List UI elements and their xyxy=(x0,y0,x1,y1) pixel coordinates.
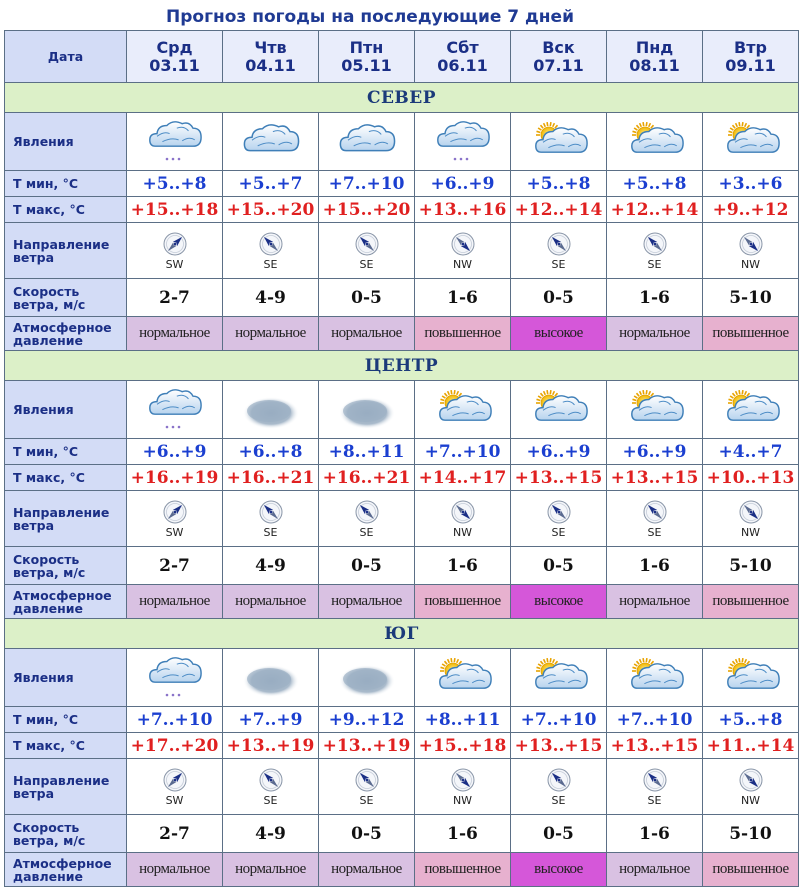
phenomena-row xyxy=(5,113,799,171)
weather-icon-cell xyxy=(223,381,319,439)
partly-cloudy-icon xyxy=(511,387,606,433)
page-title: Прогноз погоды на последующие 7 дней xyxy=(166,7,574,27)
tmin-label xyxy=(5,171,127,197)
tmin-value: +8..+11 xyxy=(319,439,415,465)
wind-speed-value: 1-6 xyxy=(607,815,703,853)
tmax-value: +15..+18 xyxy=(415,733,511,759)
tmin-value: +7..+10 xyxy=(127,707,223,733)
tmin-value: +7..+10 xyxy=(511,707,607,733)
wind-direction-value: SE xyxy=(647,525,662,539)
forecast-table xyxy=(4,30,799,887)
wind-direction-label-text: Направление xyxy=(13,504,110,520)
wind-compass-icon xyxy=(511,499,606,525)
tmin-value: +5..+8 xyxy=(511,171,607,197)
wind-direction-value: SE xyxy=(359,525,374,539)
wind-speed-value: 0-5 xyxy=(511,815,607,853)
cloudy-icon xyxy=(319,119,414,165)
wind-compass-icon xyxy=(223,767,318,793)
pressure-label-text-2: давление xyxy=(13,332,83,348)
tmax-value: +10..+13 xyxy=(703,465,799,491)
phenomena-row xyxy=(5,649,799,707)
tmin-label-text: Т мин, °С xyxy=(13,444,79,459)
wind-direction-cell xyxy=(703,223,799,279)
day-weekday: Вск xyxy=(542,37,575,57)
pressure-row xyxy=(5,853,799,887)
overcast-icon xyxy=(223,387,318,433)
wind-direction-value: NW xyxy=(740,257,761,271)
wind-compass-icon xyxy=(319,231,414,257)
tmin-value: +7..+9 xyxy=(223,707,319,733)
wind-direction-row xyxy=(5,223,799,279)
pressure-value: нормальное xyxy=(319,853,415,887)
wind-direction-label-text-2: ветра xyxy=(13,517,55,533)
wind-direction-cell xyxy=(223,491,319,547)
wind-direction-label xyxy=(5,223,127,279)
wind-direction-row xyxy=(5,759,799,815)
wind-speed-value: 5-10 xyxy=(703,547,799,585)
region-title xyxy=(5,619,799,649)
wind-direction-label-text: Направление xyxy=(13,236,110,252)
wind-direction-value: NW xyxy=(452,793,473,807)
wind-speed-value: 0-5 xyxy=(511,547,607,585)
pressure-value: повышенное xyxy=(415,585,511,619)
wind-compass-icon xyxy=(703,499,798,525)
wind-direction-cell xyxy=(607,223,703,279)
tmax-row xyxy=(5,197,799,223)
wind-direction-value: NW xyxy=(452,525,473,539)
tmax-value: +16..+19 xyxy=(127,465,223,491)
tmin-value: +6..+9 xyxy=(511,439,607,465)
wind-speed-value: 5-10 xyxy=(703,815,799,853)
wind-speed-value: 1-6 xyxy=(415,279,511,317)
tmin-value: +9..+12 xyxy=(319,707,415,733)
wind-speed-value: 1-6 xyxy=(607,279,703,317)
phenomena-row xyxy=(5,381,799,439)
wind-direction-value: SE xyxy=(263,793,278,807)
tmin-row xyxy=(5,707,799,733)
tmax-label xyxy=(5,465,127,491)
pressure-value: нормальное xyxy=(127,853,223,887)
pressure-value: нормальное xyxy=(223,853,319,887)
wind-speed-label-text: Скорость xyxy=(13,283,80,299)
wind-speed-value: 0-5 xyxy=(511,279,607,317)
cloud-light-snow-icon xyxy=(127,655,222,701)
wind-speed-label xyxy=(5,279,127,317)
weather-icon-cell xyxy=(415,381,511,439)
tmin-value: +6..+8 xyxy=(223,439,319,465)
phenomena-label-text: Явления xyxy=(13,402,74,417)
wind-direction-cell xyxy=(511,223,607,279)
wind-direction-cell xyxy=(127,223,223,279)
overcast-icon xyxy=(223,655,318,701)
wind-direction-value: NW xyxy=(452,257,473,271)
weather-icon-cell xyxy=(511,113,607,171)
weather-icon-cell xyxy=(703,649,799,707)
wind-direction-cell xyxy=(223,759,319,815)
partly-cloudy-icon xyxy=(415,387,510,433)
pressure-value: нормальное xyxy=(607,585,703,619)
tmax-label xyxy=(5,733,127,759)
wind-compass-icon xyxy=(415,499,510,525)
wind-compass-icon xyxy=(223,231,318,257)
wind-speed-row xyxy=(5,547,799,585)
wind-compass-icon xyxy=(607,499,702,525)
weather-icon-cell xyxy=(607,381,703,439)
weather-icon-cell xyxy=(511,649,607,707)
phenomena-label xyxy=(5,649,127,707)
wind-speed-value: 0-5 xyxy=(319,279,415,317)
day-date: 06.11 xyxy=(437,55,488,75)
pressure-value: нормальное xyxy=(223,585,319,619)
pressure-label xyxy=(5,853,127,887)
partly-cloudy-icon xyxy=(415,655,510,701)
wind-compass-icon xyxy=(127,231,222,257)
wind-compass-icon xyxy=(319,767,414,793)
wind-direction-cell xyxy=(319,223,415,279)
day-header xyxy=(415,31,511,83)
tmin-value: +6..+9 xyxy=(415,171,511,197)
pressure-value: нормальное xyxy=(127,585,223,619)
tmax-value: +13..+19 xyxy=(319,733,415,759)
tmax-value: +16..+21 xyxy=(319,465,415,491)
weather-icon-cell xyxy=(127,381,223,439)
pressure-label-text-2: давление xyxy=(13,868,83,884)
day-date: 04.11 xyxy=(245,55,296,75)
cloudy-icon xyxy=(223,119,318,165)
tmin-value: +3..+6 xyxy=(703,171,799,197)
wind-speed-value: 1-6 xyxy=(415,815,511,853)
wind-speed-value: 1-6 xyxy=(607,547,703,585)
weather-icon-cell xyxy=(223,649,319,707)
pressure-label xyxy=(5,585,127,619)
wind-direction-cell xyxy=(127,759,223,815)
partly-cloudy-icon xyxy=(511,655,606,701)
region-row xyxy=(5,351,799,381)
tmin-row xyxy=(5,439,799,465)
region-name: ЦЕНТР xyxy=(364,355,439,376)
wind-speed-label-text-2: ветра, м/с xyxy=(13,296,86,312)
wind-compass-icon xyxy=(607,231,702,257)
partly-cloudy-icon xyxy=(607,655,702,701)
wind-direction-value: SE xyxy=(647,257,662,271)
phenomena-label xyxy=(5,113,127,171)
tmax-value: +15..+20 xyxy=(223,197,319,223)
partly-cloudy-icon xyxy=(703,119,798,165)
phenomena-label xyxy=(5,381,127,439)
day-weekday: Чтв xyxy=(254,37,287,57)
wind-direction-label xyxy=(5,759,127,815)
cloud-light-snow-icon xyxy=(415,119,510,165)
tmax-label-text: Т макс, °С xyxy=(13,202,85,217)
tmax-value: +15..+18 xyxy=(127,197,223,223)
tmax-row xyxy=(5,733,799,759)
pressure-value: повышенное xyxy=(703,317,799,351)
day-date: 03.11 xyxy=(149,55,200,75)
pressure-value: высокое xyxy=(511,585,607,619)
pressure-value: нормальное xyxy=(223,317,319,351)
tmax-row xyxy=(5,465,799,491)
pressure-label-text: Атмосферное xyxy=(13,855,112,871)
wind-compass-icon xyxy=(607,767,702,793)
partly-cloudy-icon xyxy=(607,119,702,165)
wind-direction-cell xyxy=(415,223,511,279)
pressure-value: нормальное xyxy=(319,585,415,619)
wind-compass-icon xyxy=(223,499,318,525)
weather-icon-cell xyxy=(223,113,319,171)
day-weekday: Птн xyxy=(349,37,384,57)
day-weekday: Втр xyxy=(734,37,767,57)
day-header xyxy=(607,31,703,83)
day-weekday: Пнд xyxy=(635,37,674,57)
pressure-value: повышенное xyxy=(415,317,511,351)
day-date: 07.11 xyxy=(533,55,584,75)
tmax-label-text: Т макс, °С xyxy=(13,470,85,485)
wind-direction-value: SW xyxy=(165,525,184,539)
wind-direction-label-text: Направление xyxy=(13,772,110,788)
pressure-value: нормальное xyxy=(607,317,703,351)
header-row xyxy=(5,31,799,83)
wind-direction-value: NW xyxy=(740,525,761,539)
partly-cloudy-icon xyxy=(703,655,798,701)
tmin-value: +4..+7 xyxy=(703,439,799,465)
pressure-label xyxy=(5,317,127,351)
wind-speed-value: 0-5 xyxy=(319,815,415,853)
day-date: 05.11 xyxy=(341,55,392,75)
tmin-value: +7..+10 xyxy=(607,707,703,733)
wind-direction-cell xyxy=(319,759,415,815)
wind-direction-cell xyxy=(319,491,415,547)
tmax-value: +13..+19 xyxy=(223,733,319,759)
tmax-value: +13..+15 xyxy=(607,465,703,491)
tmax-value: +13..+16 xyxy=(415,197,511,223)
overcast-icon xyxy=(319,387,414,433)
day-date: 08.11 xyxy=(629,55,680,75)
wind-direction-value: SE xyxy=(263,525,278,539)
pressure-label-text: Атмосферное xyxy=(13,587,112,603)
tmin-label xyxy=(5,439,127,465)
tmin-value: +5..+8 xyxy=(703,707,799,733)
pressure-value: повышенное xyxy=(415,853,511,887)
wind-speed-value: 1-6 xyxy=(415,547,511,585)
tmin-value: +7..+10 xyxy=(415,439,511,465)
pressure-value: повышенное xyxy=(703,585,799,619)
region-name: ЮГ xyxy=(384,623,419,644)
wind-compass-icon xyxy=(415,767,510,793)
partly-cloudy-icon xyxy=(607,387,702,433)
tmax-value: +12..+14 xyxy=(511,197,607,223)
wind-direction-value: SE xyxy=(551,525,566,539)
date-label: Дата xyxy=(47,49,84,64)
tmin-value: +5..+7 xyxy=(223,171,319,197)
day-weekday: Сбт xyxy=(446,37,479,57)
wind-compass-icon xyxy=(319,499,414,525)
pressure-value: высокое xyxy=(511,317,607,351)
wind-speed-value: 4-9 xyxy=(223,547,319,585)
wind-direction-value: SW xyxy=(165,793,184,807)
wind-speed-value: 2-7 xyxy=(127,547,223,585)
tmax-label-text: Т макс, °С xyxy=(13,738,85,753)
tmax-label xyxy=(5,197,127,223)
region-title xyxy=(5,83,799,113)
weather-icon-cell xyxy=(415,649,511,707)
weather-icon-cell xyxy=(607,649,703,707)
wind-compass-icon xyxy=(127,499,222,525)
tmin-value: +6..+9 xyxy=(607,439,703,465)
weather-icon-cell xyxy=(319,381,415,439)
overcast-icon xyxy=(319,655,414,701)
tmax-value: +11..+14 xyxy=(703,733,799,759)
pressure-value: нормальное xyxy=(319,317,415,351)
region-name: СЕВЕР xyxy=(366,87,437,108)
tmax-value: +17..+20 xyxy=(127,733,223,759)
wind-direction-cell xyxy=(703,759,799,815)
wind-speed-value: 5-10 xyxy=(703,279,799,317)
tmin-value: +6..+9 xyxy=(127,439,223,465)
tmax-value: +13..+15 xyxy=(607,733,703,759)
wind-compass-icon xyxy=(703,231,798,257)
weather-icon-cell xyxy=(703,113,799,171)
wind-direction-value: SE xyxy=(359,793,374,807)
wind-speed-label-text-2: ветра, м/с xyxy=(13,832,86,848)
wind-direction-cell xyxy=(511,759,607,815)
wind-speed-value: 0-5 xyxy=(319,547,415,585)
tmin-row xyxy=(5,171,799,197)
wind-direction-cell xyxy=(607,491,703,547)
tmax-value: +12..+14 xyxy=(607,197,703,223)
tmin-label xyxy=(5,707,127,733)
wind-direction-cell xyxy=(127,491,223,547)
pressure-value: нормальное xyxy=(127,317,223,351)
wind-speed-label xyxy=(5,815,127,853)
day-header xyxy=(511,31,607,83)
tmin-value: +7..+10 xyxy=(319,171,415,197)
tmax-value: +13..+15 xyxy=(511,733,607,759)
tmin-value: +5..+8 xyxy=(127,171,223,197)
wind-direction-value: SW xyxy=(165,257,184,271)
wind-direction-label-text-2: ветра xyxy=(13,249,55,265)
wind-speed-row xyxy=(5,815,799,853)
wind-direction-cell xyxy=(223,223,319,279)
wind-speed-value: 4-9 xyxy=(223,815,319,853)
weather-icon-cell xyxy=(127,113,223,171)
wind-speed-label-text-2: ветра, м/с xyxy=(13,564,86,580)
wind-speed-label-text: Скорость xyxy=(13,551,80,567)
wind-direction-label-text-2: ветра xyxy=(13,785,55,801)
pressure-value: повышенное xyxy=(703,853,799,887)
region-row xyxy=(5,83,799,113)
wind-speed-row xyxy=(5,279,799,317)
pressure-value: нормальное xyxy=(607,853,703,887)
wind-speed-value: 2-7 xyxy=(127,815,223,853)
wind-speed-label xyxy=(5,547,127,585)
weather-icon-cell xyxy=(319,113,415,171)
day-header xyxy=(703,31,799,83)
day-header xyxy=(127,31,223,83)
wind-speed-label-text: Скорость xyxy=(13,819,80,835)
tmin-value: +5..+8 xyxy=(607,171,703,197)
tmin-label-text: Т мин, °С xyxy=(13,712,79,727)
wind-direction-value: SE xyxy=(647,793,662,807)
pressure-row xyxy=(5,317,799,351)
wind-direction-value: SE xyxy=(551,257,566,271)
wind-compass-icon xyxy=(511,767,606,793)
wind-direction-label xyxy=(5,491,127,547)
wind-compass-icon xyxy=(511,231,606,257)
wind-direction-value: SE xyxy=(359,257,374,271)
wind-speed-value: 2-7 xyxy=(127,279,223,317)
day-header xyxy=(223,31,319,83)
wind-compass-icon xyxy=(127,767,222,793)
weather-icon-cell xyxy=(319,649,415,707)
cloud-light-snow-icon xyxy=(127,119,222,165)
tmin-label-text: Т мин, °С xyxy=(13,176,79,191)
wind-direction-cell xyxy=(703,491,799,547)
cloud-light-snow-icon xyxy=(127,387,222,433)
wind-direction-cell xyxy=(607,759,703,815)
pressure-label-text: Атмосферное xyxy=(13,319,112,335)
weather-icon-cell xyxy=(415,113,511,171)
weather-icon-cell xyxy=(703,381,799,439)
pressure-value: высокое xyxy=(511,853,607,887)
phenomena-label-text: Явления xyxy=(13,670,74,685)
weather-icon-cell xyxy=(607,113,703,171)
phenomena-label-text: Явления xyxy=(13,134,74,149)
partly-cloudy-icon xyxy=(511,119,606,165)
wind-speed-value: 4-9 xyxy=(223,279,319,317)
tmax-value: +14..+17 xyxy=(415,465,511,491)
day-date: 09.11 xyxy=(725,55,776,75)
weather-icon-cell xyxy=(511,381,607,439)
pressure-label-text-2: давление xyxy=(13,600,83,616)
wind-direction-row xyxy=(5,491,799,547)
tmax-value: +15..+20 xyxy=(319,197,415,223)
wind-compass-icon xyxy=(703,767,798,793)
tmax-value: +9..+12 xyxy=(703,197,799,223)
tmax-value: +16..+21 xyxy=(223,465,319,491)
day-weekday: Срд xyxy=(156,37,193,57)
wind-direction-cell xyxy=(415,491,511,547)
tmin-value: +8..+11 xyxy=(415,707,511,733)
tmax-value: +13..+15 xyxy=(511,465,607,491)
partly-cloudy-icon xyxy=(703,387,798,433)
region-title xyxy=(5,351,799,381)
wind-direction-value: SE xyxy=(263,257,278,271)
day-header xyxy=(319,31,415,83)
date-header xyxy=(5,31,127,83)
weather-icon-cell xyxy=(127,649,223,707)
region-row xyxy=(5,619,799,649)
pressure-row xyxy=(5,585,799,619)
wind-direction-cell xyxy=(415,759,511,815)
wind-direction-value: SE xyxy=(551,793,566,807)
wind-direction-value: NW xyxy=(740,793,761,807)
wind-direction-cell xyxy=(511,491,607,547)
wind-compass-icon xyxy=(415,231,510,257)
